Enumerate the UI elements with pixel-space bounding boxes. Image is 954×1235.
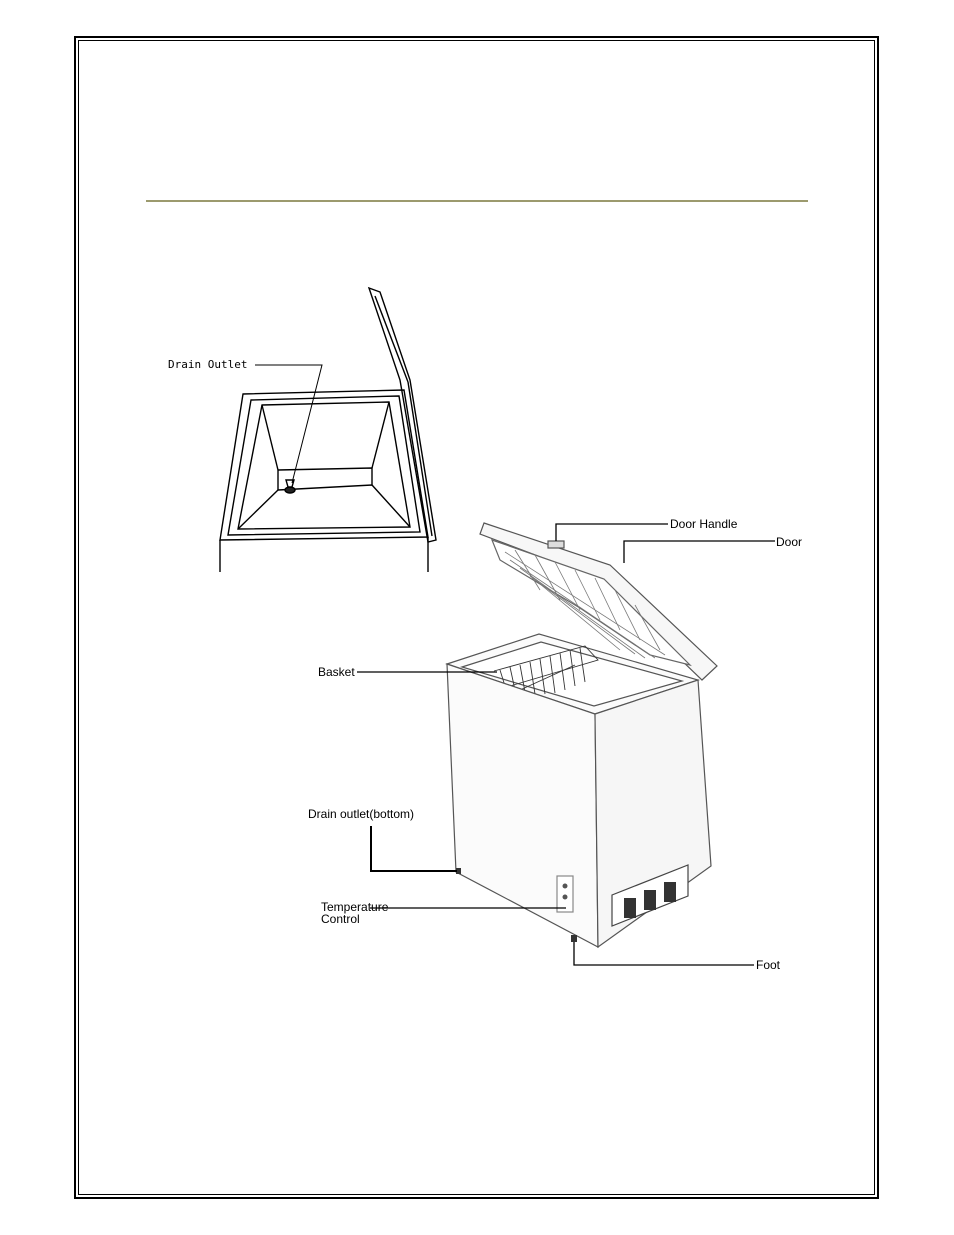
door-callout <box>624 541 775 563</box>
drain-outlet-top-callout <box>255 365 322 483</box>
door-handle-callout <box>556 524 668 541</box>
freezer-interior-illustration <box>220 288 436 572</box>
temperature-control-label-line1: Temperature <box>321 900 389 914</box>
temperature-control-label-line2: Control <box>321 912 360 926</box>
drain-outlet-bottom-label: Drain outlet(bottom) <box>308 807 415 821</box>
basket-label: Basket <box>318 665 355 679</box>
drain-outlet-bottom-callout <box>371 826 457 871</box>
door-handle-label: Door Handle <box>670 517 738 531</box>
chest-freezer-illustration <box>447 523 717 947</box>
foot-label: Foot <box>756 958 781 972</box>
door-label: Door <box>776 535 803 549</box>
drain-outlet-top-label: Drain Outlet <box>168 358 248 371</box>
